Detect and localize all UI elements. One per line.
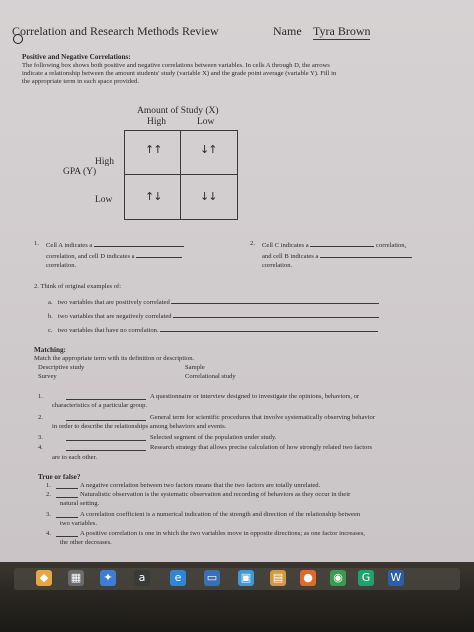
match-text-4b: are to each other. xyxy=(52,454,98,461)
firefox-icon[interactable]: ● xyxy=(300,570,316,586)
term-survey: Survey xyxy=(38,373,57,380)
term-sample: Sample xyxy=(185,364,205,371)
example-item-c xyxy=(48,325,378,335)
q2-line3: correlation. xyxy=(262,262,293,269)
q2-answer-blank-1[interactable] xyxy=(310,240,374,247)
matching-heading: Matching: xyxy=(34,346,66,354)
tf-text-3: A correlation coefficient is a numerical indication of the strength and direction of the relationship between xyxy=(80,511,361,518)
grid-divider-horizontal xyxy=(125,174,237,175)
q2-line2 xyxy=(262,251,412,261)
photos-icon[interactable]: ▣ xyxy=(238,570,254,586)
q2-text-1: Cell C indicates a xyxy=(262,242,309,249)
q1-text-2: correlation, and cell D indicates a xyxy=(46,253,135,260)
match-num-2: 2. xyxy=(38,414,43,421)
tf-text-1: A negative correlation between two factors means that the two factors are totally unrelated. xyxy=(80,482,321,489)
cell-c-arrows: ↑↓ xyxy=(145,190,162,203)
example-item-b xyxy=(48,311,379,321)
grid-title: Amount of Study (X) xyxy=(137,106,219,116)
grid-col-high: High xyxy=(147,117,166,127)
grammarly-icon[interactable]: G xyxy=(358,570,374,586)
tf-num-2: 2. xyxy=(46,491,51,498)
match-num-3: 3. xyxy=(38,434,43,441)
taskbar xyxy=(0,562,474,632)
term-correlational-study: Correlational study xyxy=(185,373,236,380)
grid-row-high: High xyxy=(95,157,114,167)
match-answer-blank-3[interactable] xyxy=(66,440,146,441)
q1-answer-blank-1[interactable] xyxy=(94,240,184,247)
tf-text-3b: two variables. xyxy=(60,520,97,527)
screen-icon[interactable]: ▭ xyxy=(204,570,220,586)
intro-line-3: the appropriate term in each space provided. xyxy=(22,78,139,85)
term-descriptive-study: Descriptive study xyxy=(38,364,85,371)
example-letter: a. xyxy=(48,299,53,306)
tf-text-4b: the other decreases. xyxy=(60,539,112,546)
tf-text-4: A positive correlation is one in which the two variables move in opposite directions; as one factor increases, xyxy=(80,530,365,537)
tf-answer-blank-1[interactable] xyxy=(56,488,78,489)
q1-line1 xyxy=(46,240,184,250)
match-num-4: 4. xyxy=(38,444,43,451)
grid-col-low: Low xyxy=(197,117,215,127)
circle-cursor-icon xyxy=(13,34,23,44)
match-text-1b: characteristics of a particular group. xyxy=(52,402,148,409)
section-heading: Positive and Negative Correlations: xyxy=(22,53,131,61)
truefalse-heading: True or false? xyxy=(38,473,81,481)
q2-text-2: and cell B indicates a xyxy=(262,253,319,260)
example-text: two variables that are negatively correlated xyxy=(57,313,172,320)
q1-text-1: Cell A indicates a xyxy=(46,242,93,249)
student-name: Tyra Brown xyxy=(313,24,371,38)
examples-heading: 2. Think of original examples of: xyxy=(34,283,122,290)
match-answer-blank-4[interactable] xyxy=(66,450,146,451)
example-item-a xyxy=(48,297,379,307)
q1-line2 xyxy=(46,251,182,261)
intro-line-1: The following box shows both positive and negative correlations between variables. In cells A through D, the arrows xyxy=(22,62,330,69)
cell-b-arrows: ↓↑ xyxy=(200,143,217,156)
cell-d-arrows: ↓↓ xyxy=(200,190,217,203)
q2-text-1b: correlation, xyxy=(376,242,407,249)
tf-num-3: 3. xyxy=(46,511,51,518)
q1-line3: correlation. xyxy=(46,262,77,269)
match-text-2: General term for scientific procedures that involve systematically observing behavior xyxy=(150,414,376,421)
amazon-icon[interactable]: a xyxy=(134,570,150,586)
q2-line1 xyxy=(262,240,406,250)
intro-line-2: indicate a relationship between the amount students' study (variable X) and the grade point average (variable Y). Fill in xyxy=(22,70,337,77)
example-letter: b. xyxy=(48,313,53,320)
example-text: two variables that have no correlation. xyxy=(57,327,159,334)
tf-num-1: 1. xyxy=(46,482,51,489)
word-icon[interactable]: W xyxy=(388,570,404,586)
tf-answer-blank-2[interactable] xyxy=(56,497,78,498)
q1-number: 1. xyxy=(34,240,39,247)
calendar-icon[interactable]: ▦ xyxy=(68,570,84,586)
q2-number: 2. xyxy=(250,240,255,247)
match-answer-blank-2[interactable] xyxy=(66,420,146,421)
chrome-launcher-icon[interactable]: ◆ xyxy=(36,570,52,586)
match-answer-blank-1[interactable] xyxy=(66,399,146,400)
match-text-4: Research strategy that allows precise calculation of how strongly related two factors xyxy=(150,444,373,451)
match-text-2b: in order to describe the relationships among behaviors and events. xyxy=(52,423,227,430)
q1-answer-blank-2[interactable] xyxy=(136,251,182,258)
match-text-3: Selected segment of the population under study. xyxy=(150,434,277,441)
grid-row-low: Low xyxy=(95,195,113,205)
dropbox-icon[interactable]: ✦ xyxy=(100,570,116,586)
match-num-1: 1. xyxy=(38,393,43,400)
matching-instruction: Match the appropriate term with its definition or description. xyxy=(34,355,195,362)
name-value xyxy=(313,24,370,40)
example-answer-blank[interactable] xyxy=(160,325,378,332)
grid-row-label: GPA (Y) xyxy=(63,167,97,177)
chrome-icon[interactable]: ◉ xyxy=(330,570,346,586)
tf-answer-blank-3[interactable] xyxy=(56,517,78,518)
match-text-1: A questionnaire or interview designed to investigate the opinions, behaviors, or xyxy=(150,393,360,400)
name-label: Name xyxy=(273,24,302,38)
example-letter: c. xyxy=(48,327,53,334)
example-answer-blank[interactable] xyxy=(171,297,379,304)
tf-text-2: Naturalistic observation is the systematic observation and recording of behaviors as they occur in their xyxy=(80,491,351,498)
edge-icon[interactable]: e xyxy=(170,570,186,586)
example-text: two variables that are positively correlated xyxy=(57,299,170,306)
q2-answer-blank-2[interactable] xyxy=(320,251,412,258)
files-icon[interactable]: ▤ xyxy=(270,570,286,586)
cell-a-arrows: ↑↑ xyxy=(145,143,162,156)
example-answer-blank[interactable] xyxy=(173,311,379,318)
tf-text-2b: natural setting. xyxy=(60,500,100,507)
correlation-grid xyxy=(124,130,238,220)
tf-num-4: 4. xyxy=(46,530,51,537)
tf-answer-blank-4[interactable] xyxy=(56,536,78,537)
worksheet-title: Correlation and Research Methods Review xyxy=(12,24,219,38)
